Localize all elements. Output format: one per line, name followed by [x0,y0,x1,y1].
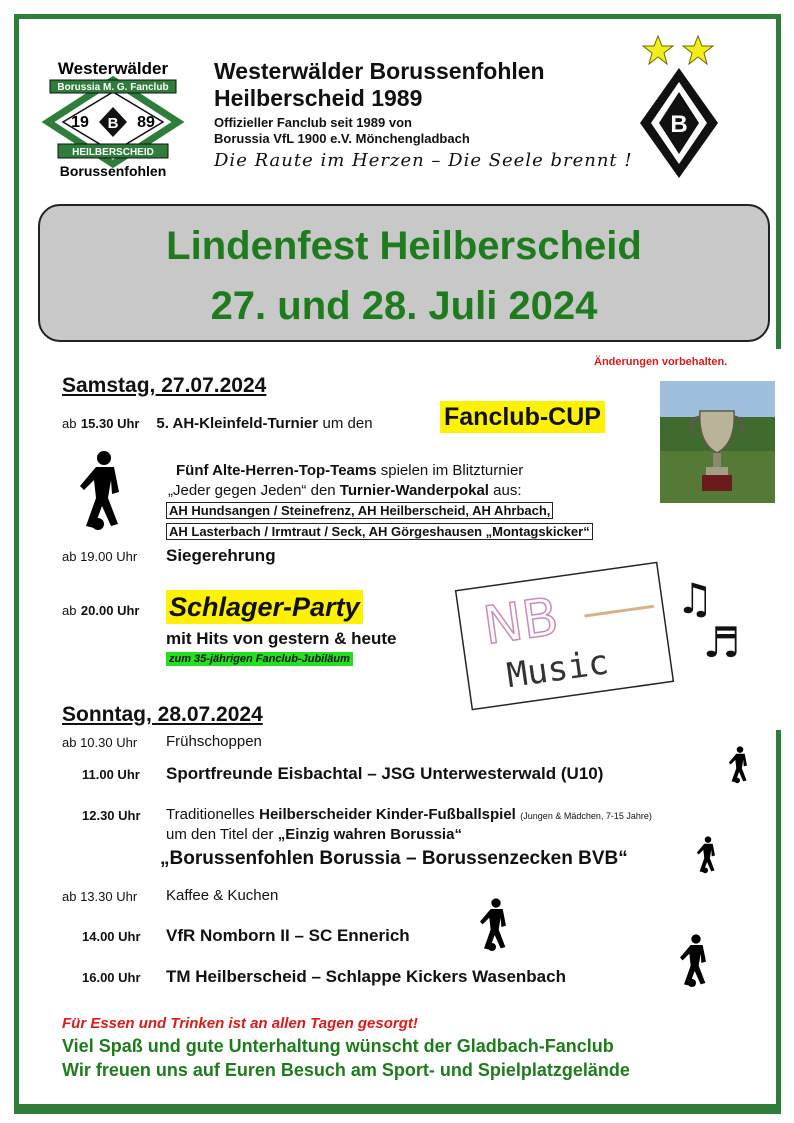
page-frame-right-bottom [776,730,781,1109]
party-time-prefix: ab [62,603,77,618]
party-time-row [62,602,139,620]
teams-intro-rest: spielen im Blitzturnier [380,462,524,479]
team-box-2: AH Lasterbach / Irmtraut / Seck, AH Görgeshausen „Montagskicker“ [166,523,593,540]
sunday-item-3-time: 12.30 Uhr [82,808,141,823]
soccer-player-icon [476,894,516,956]
sunday-item-1-text: Frühschoppen [166,733,262,750]
logo-year-right: 89 [137,114,155,131]
sunday-item-3-line1 [166,806,652,824]
header-slogan: Die Raute im Herzen – Die Seele brennt ! [214,150,633,171]
schlager-party-title: Schlager-Party [166,590,363,624]
star-icon [643,36,673,64]
teams-line2 [168,482,522,499]
teams-line2-pre: „Jeder gegen Jeden“ den [168,482,336,499]
sunday-item-3-line2 [166,826,462,843]
borussia-crest [636,34,722,180]
turnier-title: 5. AH-Kleinfeld-Turnier [156,415,319,432]
header-sub-line1: Offizieller Fanclub seit 1989 von [214,115,412,130]
music-word: Music [504,642,612,697]
sunday-item-3-line2-bold: „Einzig wahren Borussia“ [277,826,462,843]
party-subtitle: mit Hits von gestern & heute [166,629,397,648]
party-time: 20.00 Uhr [80,603,140,618]
soccer-player-icon [676,930,716,992]
sunday-item-5-time: 14.00 Uhr [82,929,141,944]
header-title-line1: Westerwälder Borussenfohlen [214,58,545,84]
soccer-player-icon [74,450,134,532]
sunday-item-1-time: ab 10.30 Uhr [62,735,138,750]
sunday-item-2-time: 11.00 Uhr [82,767,140,782]
logo-top-text: Westerwälder [57,59,169,78]
footer-green-2: Wir freuen uns auf Euren Besuch am Sport- und Spielplatzgelände [62,1060,630,1080]
fanclub-cup-highlight: Fanclub-CUP [440,401,605,433]
sunday-item-5-text: VfR Nomborn II – SC Ennerich [166,926,410,945]
logo-bottom-text: Borussenfohlen [59,163,167,179]
sunday-item-3-small: (Jungen & Mädchen, 7-15 Jahre) [520,811,652,821]
siegerehrung: Siegerehrung [166,546,276,565]
turnier-time-prefix: ab [62,416,77,431]
sunday-heading: Sonntag, 28.07.2024 [62,703,263,726]
sunday-item-3-line3: „Borussenfohlen Borussia – Borussenzecken BVB“ [160,848,628,869]
siegerehrung-time: ab 19.00 Uhr [62,549,138,564]
footer-green-1: Viel Spaß und gute Unterhaltung wünscht der Gladbach-Fanclub [62,1036,614,1056]
sunday-item-3-bold: Heilberscheider Kinder-Fußballspiel [259,806,516,823]
teams-line2-post: aus: [493,482,522,499]
trophy-photo [660,381,775,503]
header-title [214,58,545,112]
music-notes-icon: ♫ ♬ [676,574,741,667]
sunday-item-4-time: ab 13.30 Uhr [62,889,138,904]
sunday-item-3-line2-pre: um den Titel der [166,826,274,843]
party-jubilee: zum 35-jährigen Fanclub-Jubiläum [166,652,353,666]
saturday-heading: Samstag, 27.07.2024 [62,374,267,397]
nb-logo-letters: NB [479,587,563,657]
team-box-1-wrap [166,502,553,520]
turnier-title-rest: um den [322,415,373,432]
team-box-1: AH Hundsangen / Steinefrenz, AH Heilberscheid, AH Ahrbach, [166,502,553,519]
banner-date: 27. und 28. Juli 2024 [210,284,598,328]
teams-line2-bold: Turnier-Wanderpokal [339,482,489,499]
sunday-item-3-pre: Traditionelles [166,806,255,823]
page-frame-right-top [776,14,781,349]
turnier-time: 15.30 Uhr [80,416,140,431]
changes-note: Änderungen vorbehalten. [594,356,728,368]
event-banner [38,204,770,342]
team-box-2-wrap [166,523,593,541]
banner-title: Lindenfest Heilberscheid [166,224,642,268]
logo-bottom-ribbon: HEILBERSCHEID [72,147,154,158]
teams-intro-bold: Fünf Alte-Herren-Top-Teams [176,462,377,479]
header-subtitle [214,115,470,147]
logo-center-letter: B [107,115,119,132]
page-frame-bottom [14,1104,781,1109]
soccer-player-icon [726,744,754,786]
sunday-item-6-text: TM Heilberscheid – Schlappe Kickers Wasenbach [166,967,566,986]
header-title-line2: Heilberscheid 1989 [214,85,423,111]
sunday-item-6-time: 16.00 Uhr [82,970,141,985]
teams-intro [176,462,523,479]
sunday-item-4-text: Kaffee & Kuchen [166,887,279,904]
sunday-item-2-text: Sportfreunde Eisbachtal – JSG Unterwesterwald (U10) [166,764,604,783]
crest-letter: B [670,111,688,138]
star-icon [683,36,713,64]
footer-food-note: Für Essen und Trinken ist an allen Tagen gesorgt! [62,1015,418,1032]
soccer-player-icon [694,834,722,876]
logo-year-left: 19 [71,114,89,131]
header-sub-line2: Borussia VfL 1900 e.V. Mönchengladbach [214,131,470,146]
logo-ribbon-text: Borussia M. G. Fanclub [57,82,169,93]
club-logo [28,52,198,182]
turnier-row [62,415,373,433]
